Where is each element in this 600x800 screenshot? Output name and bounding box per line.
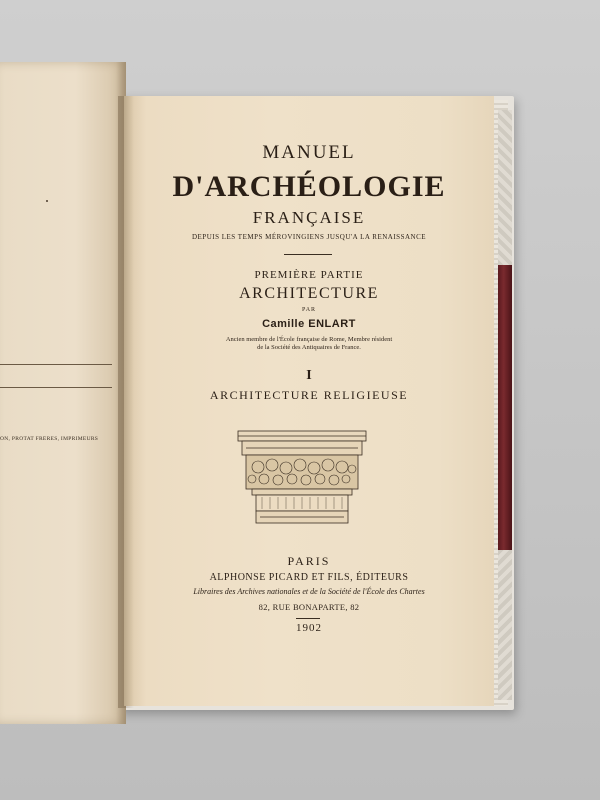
part-label: PREMIÈRE PARTIE bbox=[254, 269, 364, 281]
title-line-1: MANUEL bbox=[262, 142, 356, 163]
separator-rule bbox=[284, 254, 332, 255]
printer-imprint: ON, PROTAT FRÈRES, IMPRIMEURS bbox=[0, 436, 99, 442]
publication-year: 1902 bbox=[296, 622, 322, 634]
author-name: Camille ENLART bbox=[262, 318, 356, 330]
title-line-3: FRANÇAISE bbox=[252, 208, 366, 227]
publisher: ALPHONSE PICARD ET FILS, ÉDITEURS bbox=[209, 572, 409, 583]
city: PARIS bbox=[287, 554, 331, 568]
part-title: ARCHITECTURE bbox=[239, 285, 379, 302]
title-line-2: D'ARCHÉOLOGIE bbox=[172, 170, 446, 203]
author-note-line-2: de la Société des Antiquaires de France. bbox=[257, 344, 361, 351]
imprint-rule-bottom bbox=[0, 387, 112, 388]
cover-edge-bottom bbox=[498, 550, 512, 700]
capital-engraving bbox=[236, 429, 368, 527]
left-page bbox=[0, 62, 126, 724]
volume-title: ARCHITECTURE RELIGIEUSE bbox=[209, 388, 409, 402]
author-note bbox=[124, 336, 494, 352]
publisher-address: 82, RUE BONAPARTE, 82 bbox=[258, 602, 360, 612]
cover-edge-top bbox=[498, 110, 512, 265]
subtitle: DEPUIS LES TEMPS MÉROVINGIENS JUSQU'A LA RENAISSANCE bbox=[191, 233, 427, 241]
volume-number: I bbox=[306, 368, 312, 383]
gutter-shadow bbox=[118, 96, 134, 708]
par-label: PAR bbox=[301, 307, 317, 313]
marbled-spine-edge bbox=[498, 265, 512, 550]
imprint-rule-top bbox=[0, 364, 112, 365]
publisher-note: Libraires des Archives nationales et de la Société de l'École des Chartes bbox=[193, 587, 425, 596]
year-rule bbox=[296, 618, 320, 619]
title-page bbox=[124, 96, 494, 706]
ink-dot bbox=[46, 200, 48, 202]
author-note-line-1: Ancien membre de l'École française de Rome, Membre résident bbox=[225, 336, 393, 343]
